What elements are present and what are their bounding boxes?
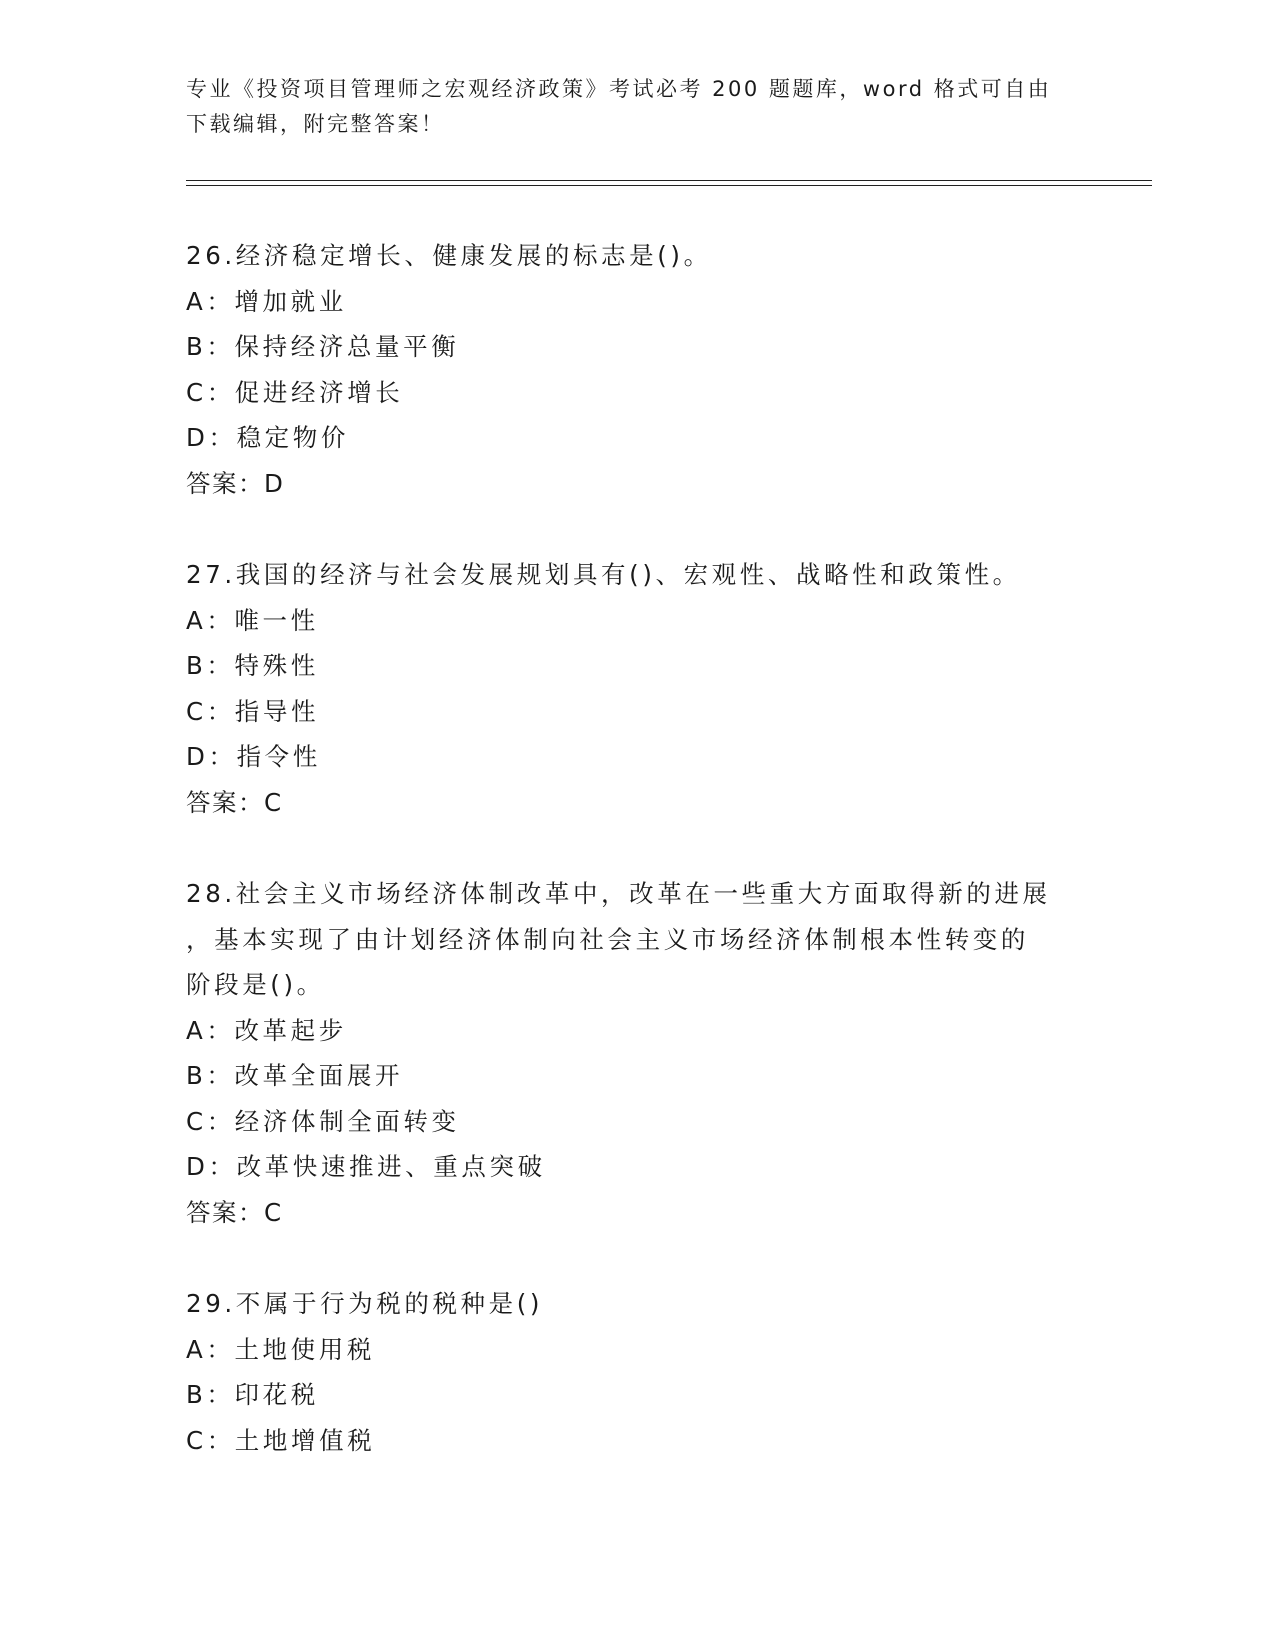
document-header	[186, 72, 1066, 142]
question-28	[186, 871, 1086, 1235]
question-stem-line-2: ，基本实现了由计划经济体制向社会主义市场经济体制根本性转变的	[186, 924, 1029, 954]
answer: 答案：C	[186, 1197, 283, 1227]
option-b: B：印花税	[186, 1380, 319, 1409]
option-d: D：指令性	[186, 742, 321, 771]
option-d: D：改革快速推进、重点突破	[186, 1152, 546, 1181]
question-29	[186, 1281, 1086, 1463]
answer: 答案：C	[186, 787, 283, 817]
option-c: C：促进经济增长	[186, 377, 404, 407]
header-line-2: 下载编辑，附完整答案！	[186, 112, 445, 136]
header-divider-bottom	[186, 185, 1152, 186]
option-a: A：改革起步	[186, 1015, 347, 1045]
question-26	[186, 233, 1086, 506]
option-c: C：经济体制全面转变	[186, 1106, 460, 1136]
option-a: A：唯一性	[186, 605, 319, 635]
option-c: C：土地增值税	[186, 1425, 376, 1455]
question-stem-line-3: 阶段是()。	[186, 970, 325, 999]
option-d: D：稳定物价	[186, 423, 349, 452]
option-a: A：土地使用税	[186, 1334, 375, 1364]
question-stem: 27.我国的经济与社会发展规划具有()、宏观性、战略性和政策性。	[186, 560, 1021, 589]
option-c: C：指导性	[186, 696, 320, 726]
question-stem: 26.经济稳定增长、健康发展的标志是()。	[186, 241, 712, 270]
answer: 答案：D	[186, 468, 285, 498]
header-divider-top	[186, 180, 1152, 181]
option-a: A：增加就业	[186, 286, 347, 316]
option-b: B：改革全面展开	[186, 1061, 404, 1090]
option-b: B：特殊性	[186, 651, 319, 680]
question-27	[186, 552, 1086, 825]
question-stem: 29.不属于行为税的税种是()	[186, 1289, 544, 1318]
header-line-1: 专业《投资项目管理师之宏观经济政策》考试必考 200 题题库，word 格式可自由	[186, 77, 1052, 101]
option-b: B：保持经济总量平衡	[186, 332, 460, 361]
question-stem-line-1: 28.社会主义市场经济体制改革中，改革在一些重大方面取得新的进展	[186, 879, 1051, 908]
